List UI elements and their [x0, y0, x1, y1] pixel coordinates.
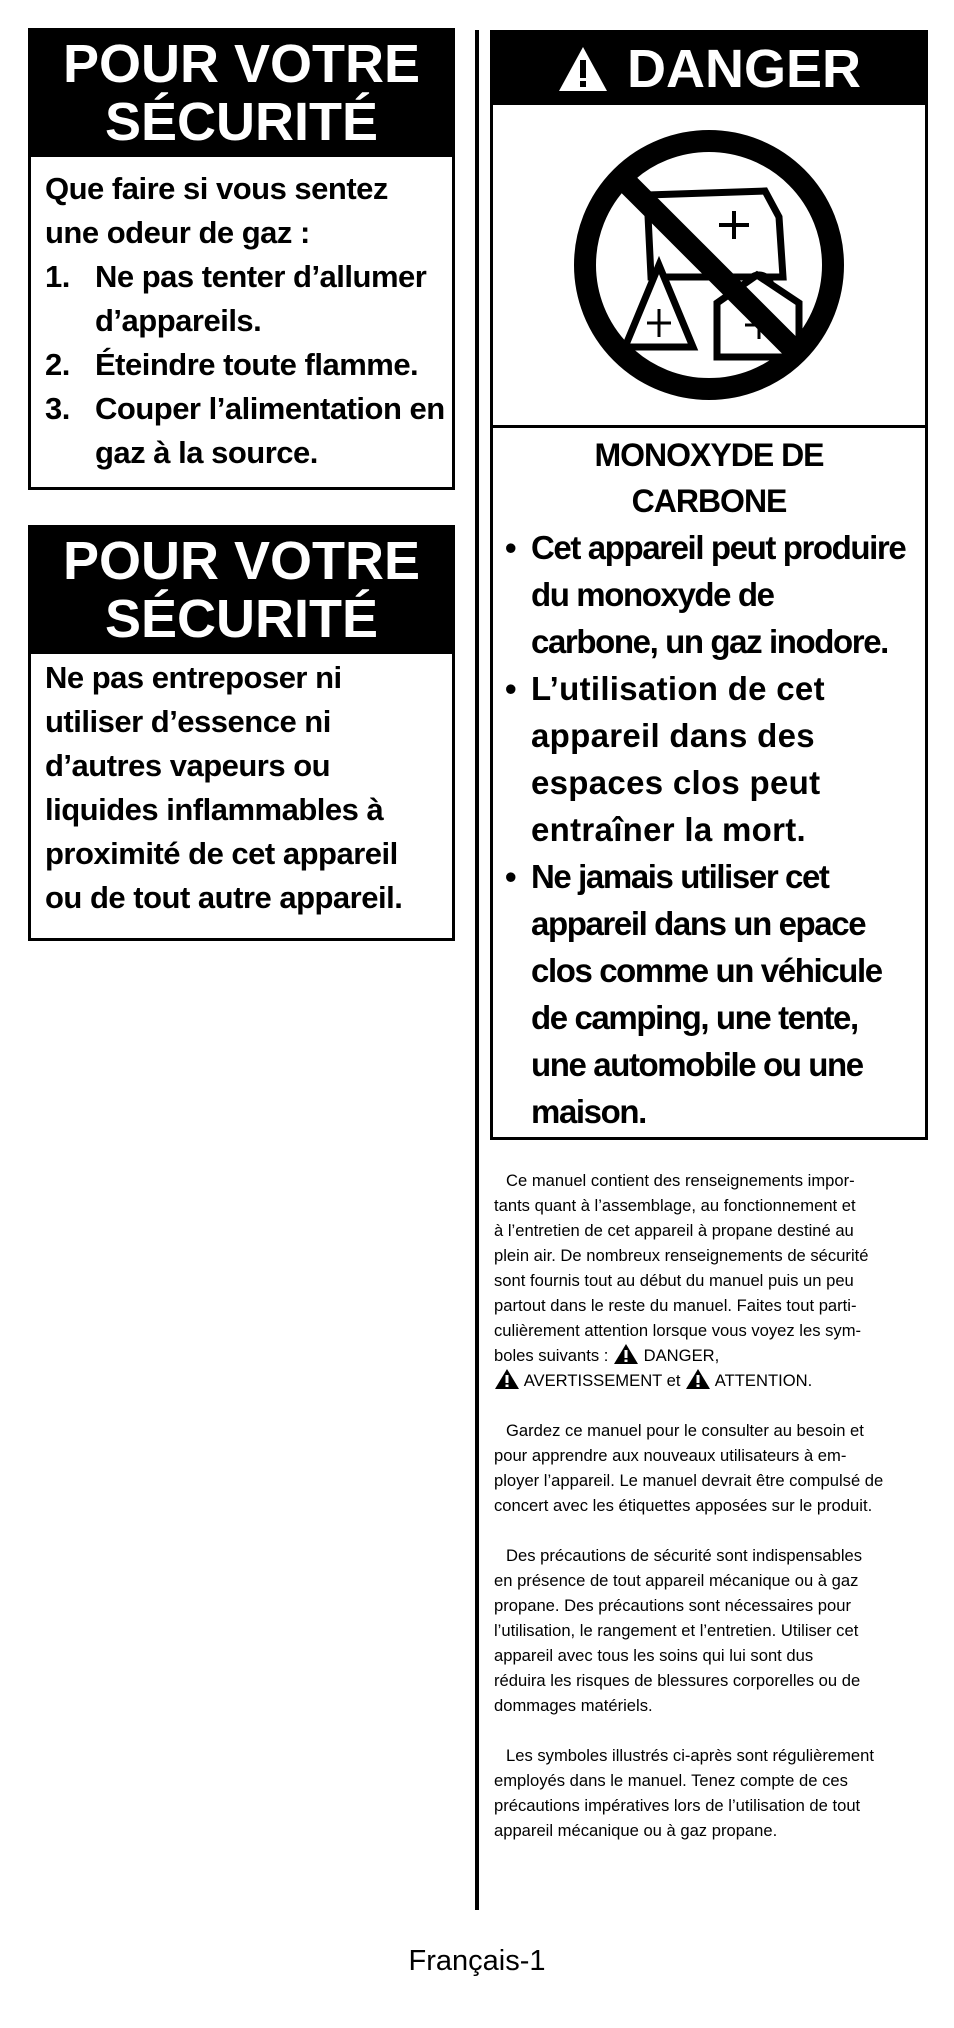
text-line: Ce manuel contient des renseignements impor- [506, 1171, 855, 1190]
item-text: Couper l’alimentation en [95, 391, 445, 426]
danger-subtitle [493, 432, 925, 524]
list-item [29, 387, 446, 475]
bullet-dot: • [505, 670, 517, 707]
danger-header [493, 33, 925, 105]
bullet-line: entraîner la mort. [531, 811, 806, 848]
symbol-label-caution: ATTENTION. [714, 1371, 813, 1390]
text-line: appareil mécanique ou à gaz propane. [494, 1821, 778, 1840]
bullet-line: appareil dans des [531, 717, 815, 754]
text-line: en présence de tout appareil mécanique ou à gaz [494, 1571, 859, 1590]
text-line: Les symboles illustrés ci-après sont régulièrement [506, 1746, 874, 1765]
safety-box-body [31, 654, 452, 920]
safety-box-gas-odor [28, 28, 455, 490]
text-line: pour apprendre aux nouveaux utilisateurs à em- [494, 1446, 847, 1465]
text-line: Des précautions de sécurité sont indispensables [506, 1546, 863, 1565]
warning-triangle-icon [685, 1368, 711, 1390]
item-number: 1. [45, 259, 70, 294]
text-line: l’utilisation, le rangement et l’entretien. Utiliser cet [494, 1621, 859, 1640]
header-line-2: SÉCURITÉ [104, 92, 379, 152]
no-indoor-use-pictogram [569, 125, 849, 405]
page-number: Français-1 [408, 1945, 546, 1977]
item-text: Éteindre toute flamme. [95, 347, 419, 382]
manual-intro-text [494, 1168, 928, 1868]
symbols-lead: boles suivants : [494, 1346, 609, 1365]
bullet-dot: • [505, 858, 516, 895]
text-line: Gardez ce manuel pour le consulter au besoin et [506, 1421, 864, 1440]
header-line-1: POUR VOTRE [62, 531, 421, 591]
body-line: proximité de cet appareil [45, 836, 398, 871]
bullet-line: clos comme un véhicule [531, 952, 882, 989]
list-item [503, 853, 919, 1135]
item-number: 2. [45, 347, 70, 382]
bullet-line: maison. [531, 1093, 646, 1130]
paragraph [494, 1418, 928, 1518]
column-divider [475, 30, 479, 1910]
body-line: d’autres vapeurs ou [45, 748, 331, 783]
symbol-label-danger: DANGER, [643, 1346, 720, 1365]
list-item [503, 665, 919, 853]
body-line: liquides inflammables à [45, 792, 384, 827]
warning-triangle-icon [613, 1343, 639, 1365]
item-number: 3. [45, 391, 70, 426]
list-item [29, 255, 446, 343]
paragraph [494, 1168, 928, 1393]
bullet-line: du monoxyde de [531, 576, 774, 613]
text-line: partout dans le reste du manuel. Faites tout parti- [494, 1296, 857, 1315]
bullet-line: appareil dans un epace [531, 905, 866, 942]
text-line: appareil avec tous les soins qui lui sont dus [494, 1646, 814, 1665]
text-line: ployer l’appareil. Le manuel devrait être compulsé de [494, 1471, 884, 1490]
warning-triangle-icon [494, 1368, 520, 1390]
pictogram-area [493, 105, 925, 428]
safety-box-flammables [28, 525, 455, 941]
warning-triangle-icon [557, 45, 609, 93]
bullet-line: Cet appareil peut produire [531, 529, 906, 566]
text-line [494, 1368, 928, 1393]
text-line: employés dans le manuel. Tenez compte de ces [494, 1771, 848, 1790]
text-line: sont fournis tout au début du manuel puis un peu [494, 1271, 854, 1290]
paragraph [494, 1543, 928, 1718]
header-line-1: POUR VOTRE [62, 34, 421, 94]
text-line: propane. Des précautions sont nécessaires pour [494, 1596, 851, 1615]
text-line: réduira les risques de blessures corporelles ou de [494, 1671, 861, 1690]
item-text: Ne pas tenter d’allumer [95, 259, 427, 294]
danger-bullets [493, 524, 925, 1135]
bullet-line: L’utilisation de cet [531, 670, 825, 707]
intro-line: une odeur de gaz : [45, 215, 310, 250]
paragraph [494, 1743, 928, 1843]
gas-odor-steps [29, 255, 446, 475]
text-line [494, 1343, 928, 1368]
bullet-line: une automobile ou une [531, 1046, 863, 1083]
bullet-line: carbone, un gaz inodore. [531, 623, 888, 660]
body-line: ou de tout autre appareil. [45, 880, 403, 915]
intro-line: Que faire si vous sentez [45, 171, 388, 206]
list-item [29, 343, 446, 387]
bullet-line: de camping, une tente, [531, 999, 858, 1036]
safety-box-header [31, 31, 452, 157]
header-line-2: SÉCURITÉ [104, 589, 379, 649]
text-line: plein air. De nombreux renseignements de sécurité [494, 1246, 869, 1265]
danger-box [490, 30, 928, 1140]
bullet-line: Ne jamais utiliser cet [531, 858, 829, 895]
symbol-label-warning: AVERTISSEMENT et [523, 1371, 681, 1390]
danger-title: DANGER [626, 39, 861, 99]
text-line: culièrement attention lorsque vous voyez les sym- [494, 1321, 862, 1340]
subtitle-line: CARBONE [631, 483, 787, 519]
text-line: à l’entretien de cet appareil à propane destiné au [494, 1221, 854, 1240]
text-line: tants quant à l’assemblage, au fonctionnement et [494, 1196, 856, 1215]
subtitle-line: MONOXYDE DE [594, 437, 824, 473]
safety-box-body [31, 157, 452, 475]
body-line: utiliser d’essence ni [45, 704, 331, 739]
bullet-line: espaces clos peut [531, 764, 821, 801]
item-text: d’appareils. [95, 303, 262, 338]
text-line: dommages matériels. [494, 1696, 653, 1715]
list-item [503, 524, 919, 665]
safety-box-header [31, 528, 452, 654]
bullet-dot: • [505, 529, 516, 566]
item-text: gaz à la source. [95, 435, 318, 470]
text-line: concert avec les étiquettes apposées sur le produit. [494, 1496, 873, 1515]
text-line: précautions impératives lors de l’utilisation de tout [494, 1796, 861, 1815]
body-line: Ne pas entreposer ni [45, 660, 342, 695]
